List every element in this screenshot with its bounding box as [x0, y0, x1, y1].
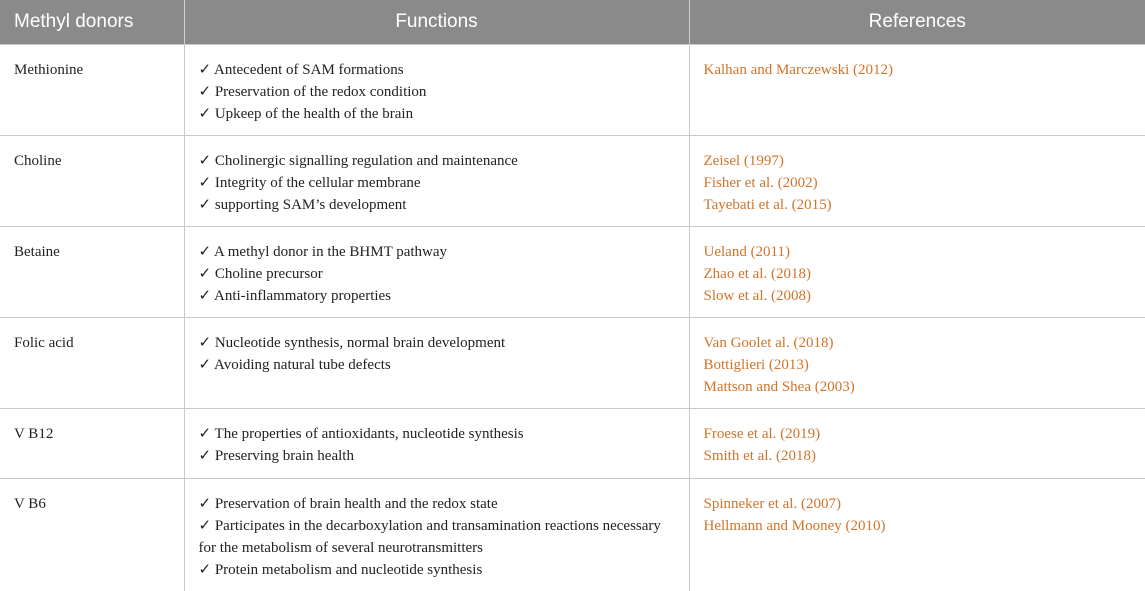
- function-item: ✓ A methyl donor in the BHMT pathway: [199, 241, 675, 263]
- table-row: [0, 227, 1145, 318]
- function-item: ✓ Preservation of the redox condition: [199, 81, 675, 103]
- reference-link[interactable]: Ueland (2011): [704, 241, 1132, 263]
- function-item: ✓ Protein metabolism and nucleotide synthesis: [199, 559, 675, 581]
- table-row: [0, 479, 1145, 591]
- header-references: References: [689, 0, 1145, 45]
- functions-cell: [184, 227, 689, 318]
- function-item: ✓ Preservation of brain health and the redox state: [199, 493, 675, 515]
- function-item: ✓ supporting SAM’s development: [199, 194, 675, 216]
- table-row: [0, 136, 1145, 227]
- reference-link[interactable]: Tayebati et al. (2015): [704, 194, 1132, 216]
- table-row: [0, 409, 1145, 479]
- function-item: ✓ Cholinergic signalling regulation and maintenance: [199, 150, 675, 172]
- table-row: [0, 318, 1145, 409]
- function-item: ✓ Anti-inflammatory properties: [199, 285, 675, 307]
- header-row: [0, 0, 1145, 45]
- function-item: ✓ Preserving brain health: [199, 445, 675, 467]
- references-cell: [689, 136, 1145, 227]
- reference-link[interactable]: Smith et al. (2018): [704, 445, 1132, 467]
- functions-cell: [184, 318, 689, 409]
- reference-link[interactable]: Froese et al. (2019): [704, 423, 1132, 445]
- reference-link[interactable]: Kalhan and Marczewski (2012): [704, 59, 1132, 81]
- donor-cell: Choline: [0, 136, 184, 227]
- donor-cell: V B6: [0, 479, 184, 591]
- function-item: ✓ Participates in the decarboxylation and transamination reactions necessary for the metabolism of several neurotransmitters: [199, 515, 675, 559]
- donor-cell: Betaine: [0, 227, 184, 318]
- reference-link[interactable]: Zeisel (1997): [704, 150, 1132, 172]
- references-cell: [689, 227, 1145, 318]
- function-item: ✓ The properties of antioxidants, nucleotide synthesis: [199, 423, 675, 445]
- functions-cell: [184, 45, 689, 136]
- donor-cell: Folic acid: [0, 318, 184, 409]
- references-cell: [689, 409, 1145, 479]
- reference-link[interactable]: Bottiglieri (2013): [704, 354, 1132, 376]
- function-item: ✓ Choline precursor: [199, 263, 675, 285]
- references-cell: [689, 318, 1145, 409]
- references-cell: [689, 479, 1145, 591]
- functions-cell: [184, 136, 689, 227]
- table-row: [0, 45, 1145, 136]
- reference-link[interactable]: Van Goolet al. (2018): [704, 332, 1132, 354]
- function-item: ✓ Avoiding natural tube defects: [199, 354, 675, 376]
- references-cell: [689, 45, 1145, 136]
- function-item: ✓ Nucleotide synthesis, normal brain development: [199, 332, 675, 354]
- function-item: ✓ Antecedent of SAM formations: [199, 59, 675, 81]
- header-functions: Functions: [184, 0, 689, 45]
- reference-link[interactable]: Mattson and Shea (2003): [704, 376, 1132, 398]
- donor-cell: Methionine: [0, 45, 184, 136]
- reference-link[interactable]: Slow et al. (2008): [704, 285, 1132, 307]
- function-item: ✓ Upkeep of the health of the brain: [199, 103, 675, 125]
- functions-cell: [184, 479, 689, 591]
- reference-link[interactable]: Spinneker et al. (2007): [704, 493, 1132, 515]
- reference-link[interactable]: Fisher et al. (2002): [704, 172, 1132, 194]
- reference-link[interactable]: Zhao et al. (2018): [704, 263, 1132, 285]
- functions-cell: [184, 409, 689, 479]
- function-item: ✓ Integrity of the cellular membrane: [199, 172, 675, 194]
- reference-link[interactable]: Hellmann and Mooney (2010): [704, 515, 1132, 537]
- header-methyl-donors: Methyl donors: [0, 0, 184, 45]
- donor-cell: V B12: [0, 409, 184, 479]
